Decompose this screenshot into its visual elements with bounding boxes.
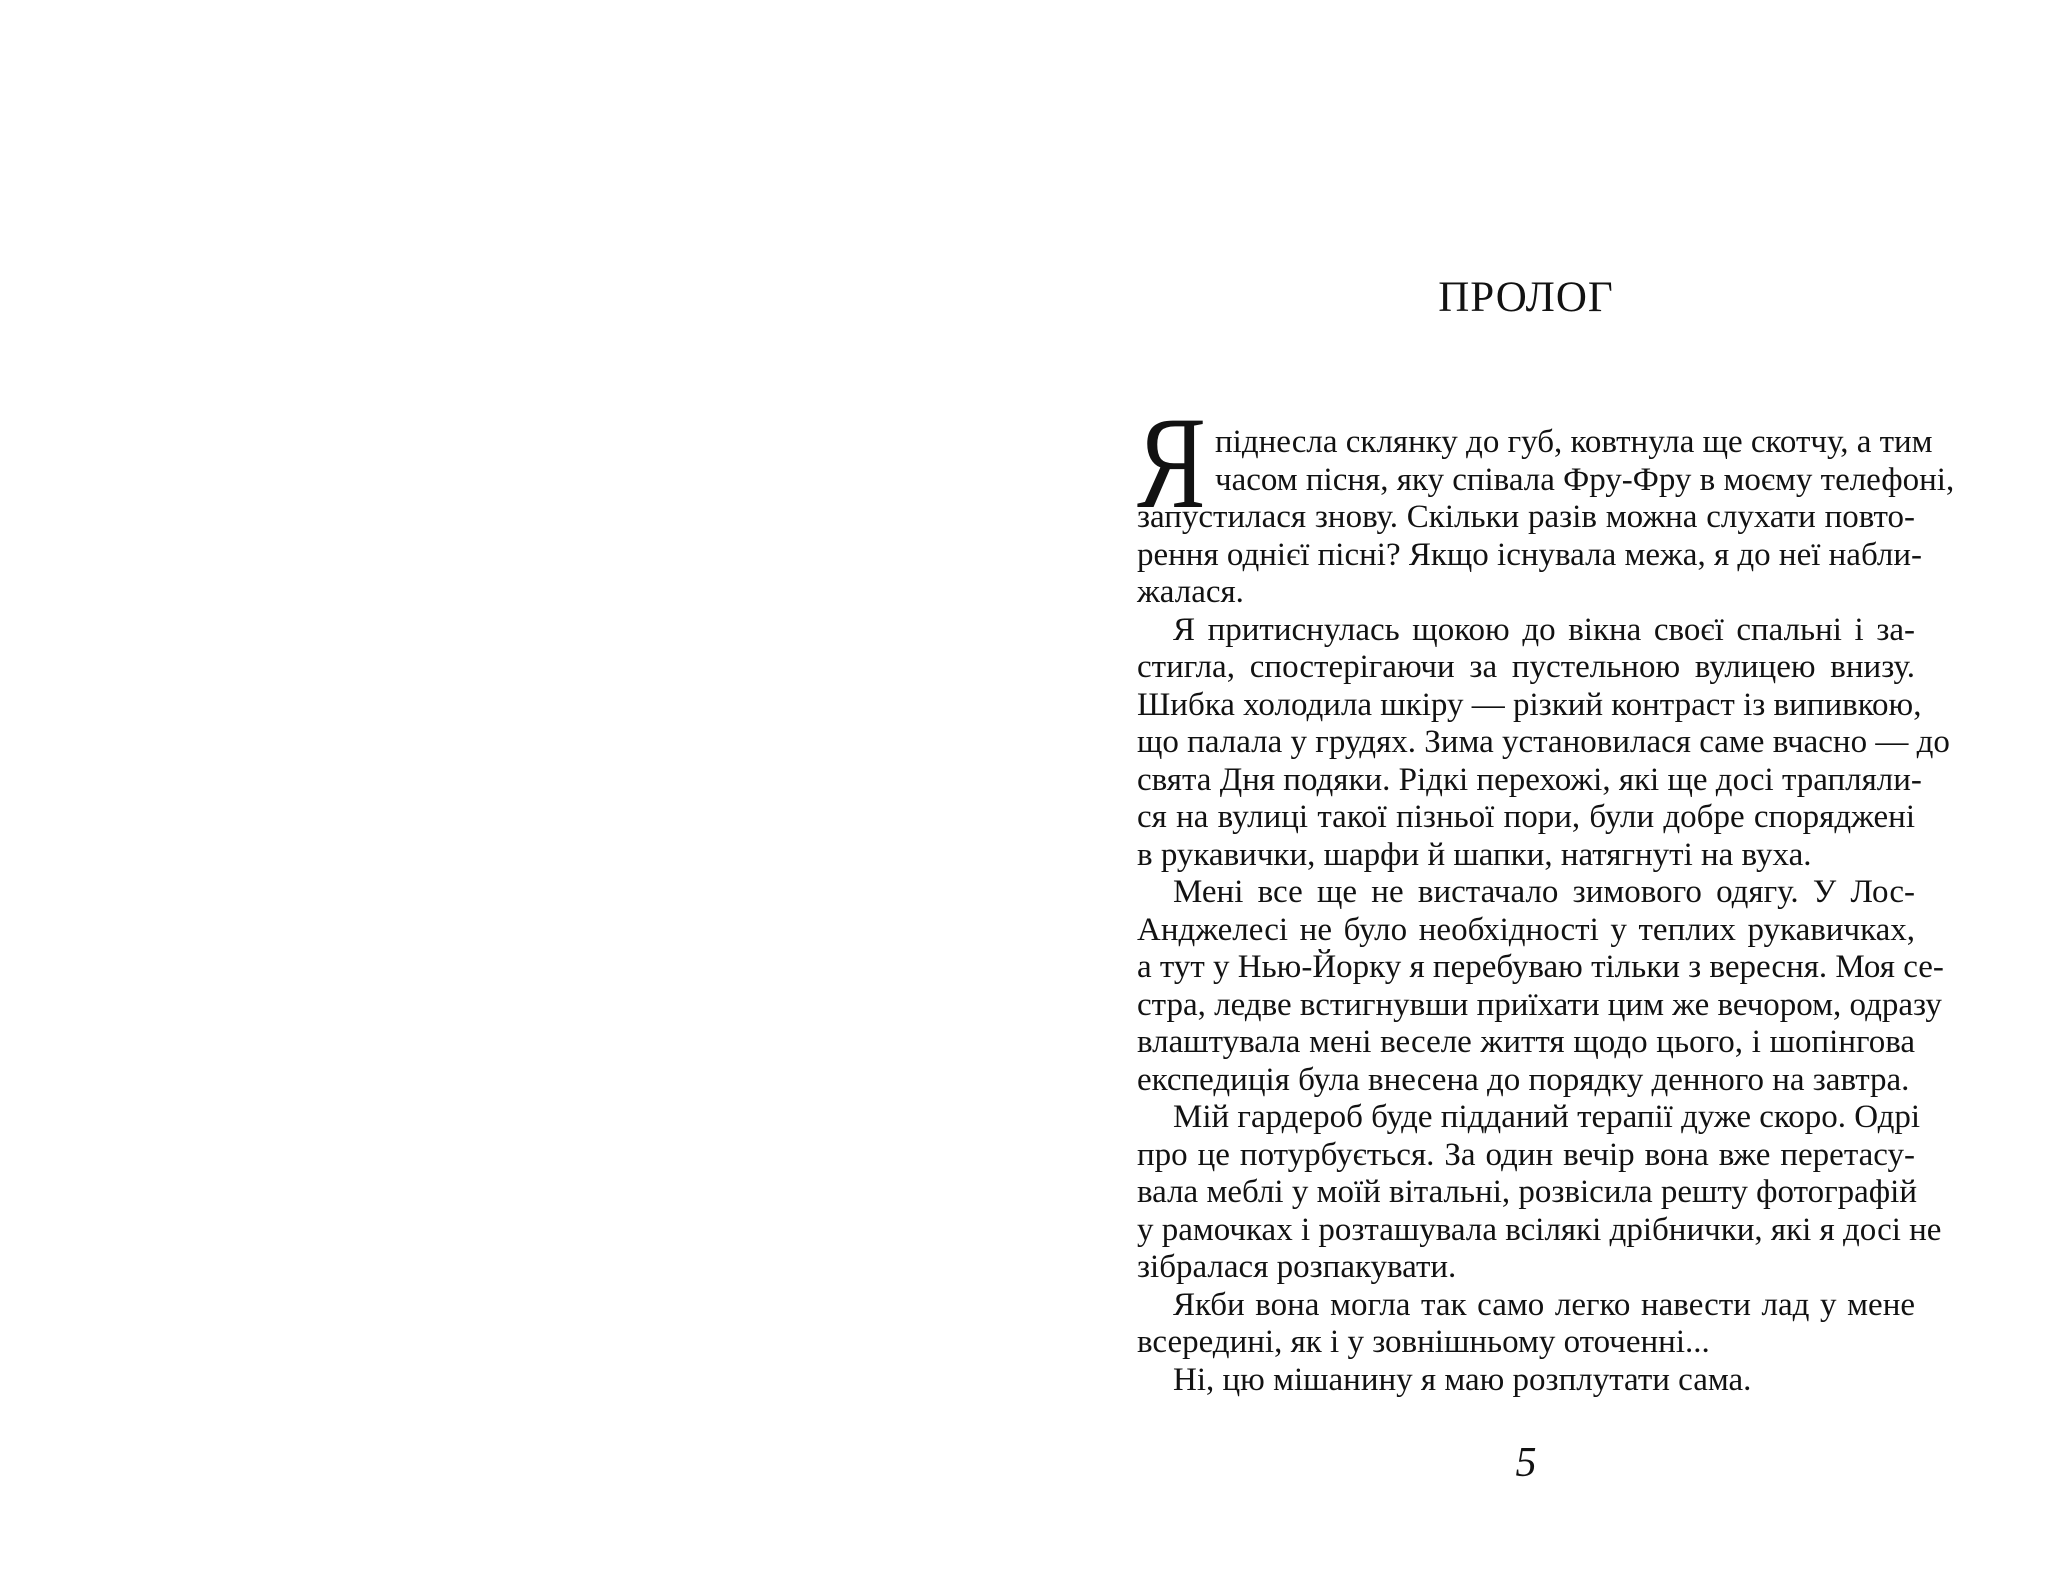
paragraph: [1137, 1362, 1915, 1400]
text-line: експедиція була внесена до порядку денного на завтра.: [1137, 1061, 1910, 1098]
paragraph: [1137, 611, 1950, 875]
text-line: вала меблі у моїй вітальні, розвісила решту фотографій: [1137, 1174, 1917, 1210]
text-line: ся на вулиці такої пізньої пори, були добре споряджені: [1137, 799, 1915, 835]
text-line: що палала у грудях. Зима установилася саме вчасно — до: [1137, 724, 1950, 760]
text-line: Мені все ще не вистачало зимового одягу. У Лос-: [1173, 874, 1915, 910]
text-line: Ні, цю мішанину я маю розплутати сама.: [1173, 1361, 1752, 1398]
text-line: влаштувала мені веселе життя щодо цього, і шопінгова: [1137, 1024, 1915, 1060]
text-line: всередині, як і у зовнішньому оточенні...: [1137, 1324, 1710, 1360]
paragraph: [1137, 1099, 1942, 1287]
chapter-title: ПРОЛОГ: [1438, 274, 1614, 321]
text-line: про це потурбується. За один вечір вона вже перетасу-: [1137, 1136, 1915, 1173]
body-text: [1137, 389, 1955, 1399]
text-line: запустилася знову. Скільки разів можна слухати повто-: [1137, 499, 1915, 535]
paragraph: [1137, 874, 1944, 1099]
paragraph: [1137, 389, 1955, 612]
text-line: зібралася розпакувати.: [1137, 1249, 1457, 1285]
text-line: Анджелесі не було необхідності у теплих рукавичках,: [1137, 911, 1915, 948]
text-line: а тут у Нью-Йорку я перебуваю тільки з вересня. Моя се-: [1137, 949, 1944, 985]
text-line: Якби вона могла так само легко навести лад у мене: [1173, 1286, 1915, 1323]
text-line: стигла, спостерігаючи за пустельною вулицею внизу.: [1137, 649, 1915, 685]
text-line: рення однієї пісні? Якщо існувала межа, я до неї набли-: [1137, 536, 1923, 573]
drop-cap: Я: [1137, 389, 1206, 536]
paragraph: [1137, 1287, 1915, 1362]
page-number: 5: [1515, 1440, 1537, 1486]
text-column: [1137, 0, 1955, 1575]
text-line: у рамочках і розташувала всілякі дрібнички, які я досі не: [1137, 1211, 1942, 1248]
text-line: Шибка холодила шкіру — різкий контраст із випивкою,: [1137, 686, 1922, 723]
text-line: часом пісня, яку співала Фру-Фру в моєму телефоні,: [1215, 461, 1955, 498]
text-line: піднесла склянку до губ, ковтнула ще скотчу, а тим: [1215, 424, 1933, 460]
text-line: жалася.: [1137, 574, 1244, 610]
text-line: Мій гардероб буде підданий терапії дуже скоро. Одрі: [1173, 1099, 1921, 1135]
text-line: Я притиснулась щокою до вікна своєї спальні і за-: [1173, 611, 1915, 648]
text-line: в рукавички, шарфи й шапки, натягнуті на вуха.: [1137, 836, 1812, 873]
text-line: свята Дня подяки. Рідкі перехожі, які ще досі трапляли-: [1137, 761, 1922, 798]
text-line: стра, ледве встигнувши приїхати цим же вечором, одразу: [1137, 986, 1942, 1023]
